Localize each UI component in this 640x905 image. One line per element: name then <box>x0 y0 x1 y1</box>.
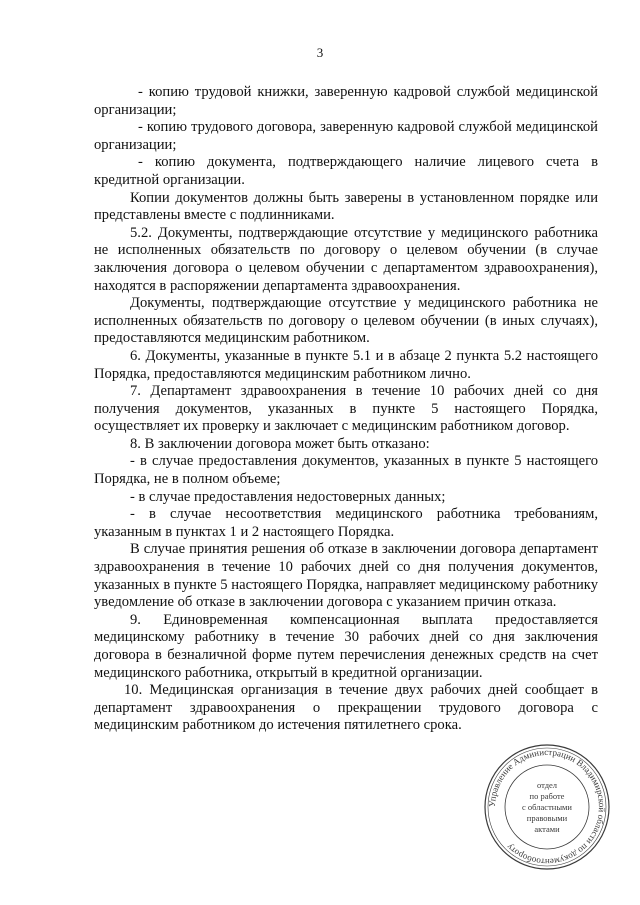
list-item-incomplete-documents: - в случае предоставления документов, указанных в пункте 5 настоящего Порядка, не в полном объеме; <box>94 453 598 488</box>
paragraph-6: 6. Документы, указанные в пункте 5.1 и в абзаце 2 пункта 5.2 настоящего Порядка, предоставляются медицинским работником лично. <box>94 347 598 382</box>
svg-text:отдел: отдел <box>536 780 558 790</box>
list-item-false-data: - в случае предоставления недостоверных данных; <box>130 488 446 505</box>
list-item-labor-book: - копию трудовой книжки, заверенную кадровой службой медицинской организации; <box>94 84 598 118</box>
paragraph-8: 8. В заключении договора может быть отказано: <box>130 435 430 452</box>
document-body <box>94 84 598 735</box>
paragraph-7: 7. Департамент здравоохранения в течение 10 рабочих дней со дня получения документов, указанных в пункте 5 настоящего Порядка, осуществляет их проверку и заключает с медицинским работником договор. <box>94 383 598 435</box>
stamp-center-text <box>522 780 572 834</box>
stamp-seal-graphic <box>482 742 612 872</box>
list-item-labor-contract: - копию трудового договора, заверенную кадровой службой медицинской организации; <box>94 119 598 153</box>
official-stamp <box>482 742 612 872</box>
paragraph-documents-other-cases: Документы, подтверждающие отсутствие у медицинского работника не исполненных обязательств по договору о целевом обучении (в иных случаях), предоставляются медицинским работником. <box>94 295 598 347</box>
svg-text:актами: актами <box>534 824 560 834</box>
svg-text:правовыми: правовыми <box>526 813 568 823</box>
paragraph-copies-certified: Копии документов должны быть заверены в установленном порядке или представлены вместе с подлинниками. <box>94 189 598 224</box>
page-number: 3 <box>316 45 324 60</box>
paragraph-5-2: 5.2. Документы, подтверждающие отсутствие у медицинского работника не исполненных обязательств по договору о целевом обучении (в случае заключения договора о целевом обучении с департаментом здравоохранения), находятся в распоряжении департамента здравоохранения. <box>94 224 598 294</box>
list-item-nonconformity: - в случае несоответствия медицинского работника требованиям, указанным в пунктах 1 и 2 настоящего Порядка. <box>94 506 598 540</box>
paragraph-refusal-notice: В случае принятия решения об отказе в заключении договора департамент здравоохранения в течение 10 рабочих дней со дня получения документов, указанных в пункте 5 настоящего Порядка, направляет медицинскому работнику уведомление об отказе в заключении договора с указанием причин отказа. <box>94 541 598 611</box>
paragraph-9: 9. Единовременная компенсационная выплата предоставляется медицинскому работнику в течение 30 рабочих дней со дня заключения договора в безналичной форме путем перечисления денежных средств на счет медицинского работника, открытый в кредитной организации. <box>94 611 598 681</box>
list-item-account-document: - копию документа, подтверждающего наличие лицевого счета в кредитной организации. <box>94 154 598 188</box>
stamp-ring-text: Управление Администрации Владимирской области по документообороту <box>486 746 608 868</box>
paragraph-10: 10. Медицинская организация в течение двух рабочих дней сообщает в департамент здравоохранения о прекращении трудового договора с медицинским работником до истечения пятилетнего срока. <box>94 682 598 734</box>
svg-text:с областными: с областными <box>522 802 572 812</box>
svg-text:по работе: по работе <box>529 791 565 801</box>
